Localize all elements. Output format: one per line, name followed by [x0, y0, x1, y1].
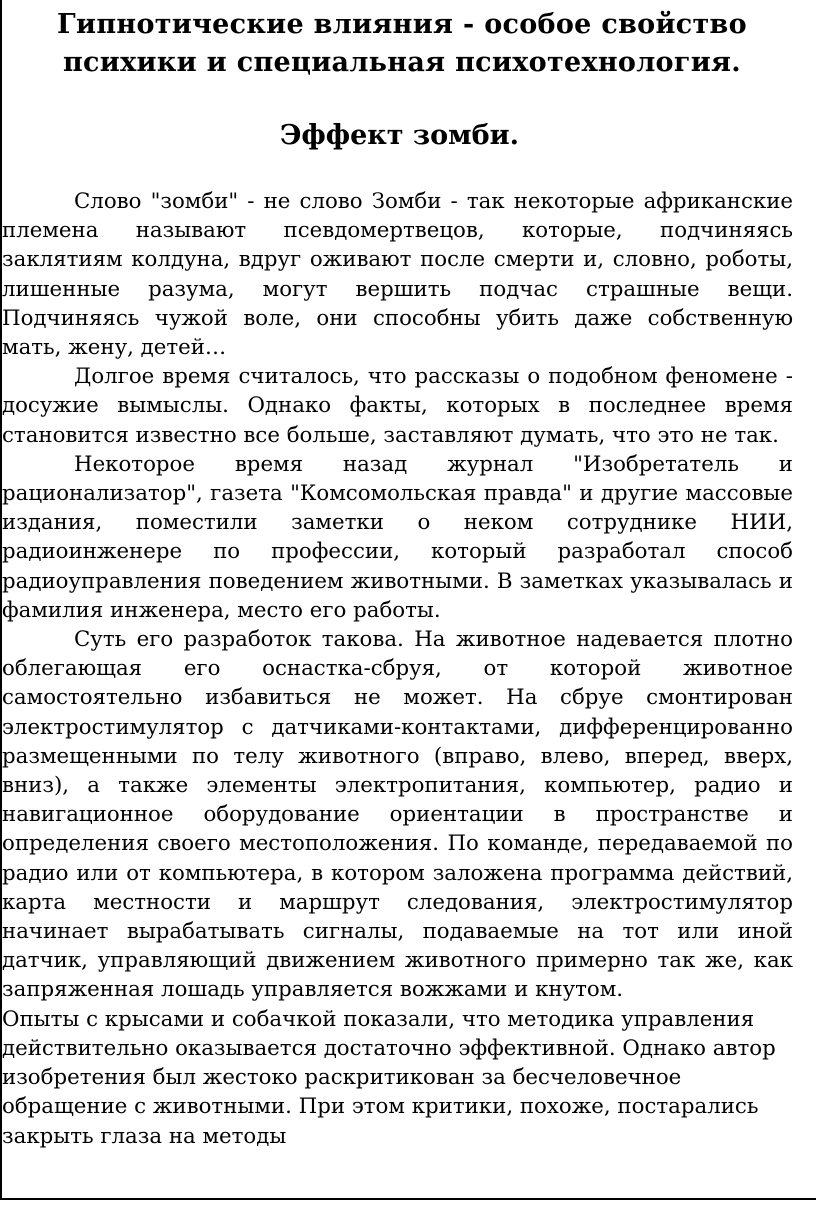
paragraph-magazine: Некоторое время назад журнал "Изобретатель и рационализатор", газета "Комсомольская правда" и другие массовые издания, поместили заметки о неком сотруднике НИИ, радиоинженере по профессии, который разработал способ радиоуправления поведением животными. В заметках указывалась и фамилия инженера, место его работы. [2, 451, 793, 623]
paragraph-experiments: Опыты с крысами и собачкой показали, что методика управления действительно оказывается достаточно эффективной. Однако автор изобретения был жестоко раскритикован за бесчеловечное обращение с животными. При этом критики, похоже, постарались закрыть глаза на методы [2, 1006, 776, 1149]
section-heading: Эффект зомби. [279, 120, 520, 151]
paragraph-long-time: Долгое время считалось, что рассказы о подобном феномене - досужие вымыслы. Однако факты, которых в последнее время становится известно все больше, заставляют думать, что это не так. [2, 364, 793, 448]
document-title: Гипнотические влияния - особое свойство психики и специальная психотехнология. [57, 9, 747, 78]
paragraph-zombie-word: Слово "зомби" - не слово Зомби - так некоторые африканские племена называют псевдомертвецов, которые, подчиняясь заклятиям колдуна, вдруг оживают после смерти и, словно, роботы, лишенные разума, могут вершить подчас страшные вещи. Подчиняясь чужой воле, они способны убить даже собственную мать, жену, детей… [2, 189, 793, 361]
bottom-border-line [0, 1198, 816, 1200]
body-text [2, 187, 793, 1151]
paragraph-essence: Суть его разработок такова. На животное надевается плотно облегающая его оснастка-сбруя, от которой животное самостоятельно избавиться не может. На сбруе смонтирован электростимулятор с датчиками-контактами, дифференцированно размещенными по телу животного (вправо, влево, вперед, вверх, вниз), а также элементы электропитания, компьютер, радио и навигационное оборудование ориентации в пространстве и определения своего местоположения. По команде, передаваемой по радио или от компьютера, в котором заложена программа действий, карта местности и маршрут следования, электростимулятор начинает вырабатывать сигналы, подаваемые на тот или иной датчик, управляющий движением животного примерно так же, как запряженная лошадь управляется вожжами и кнутом. [2, 627, 793, 1003]
